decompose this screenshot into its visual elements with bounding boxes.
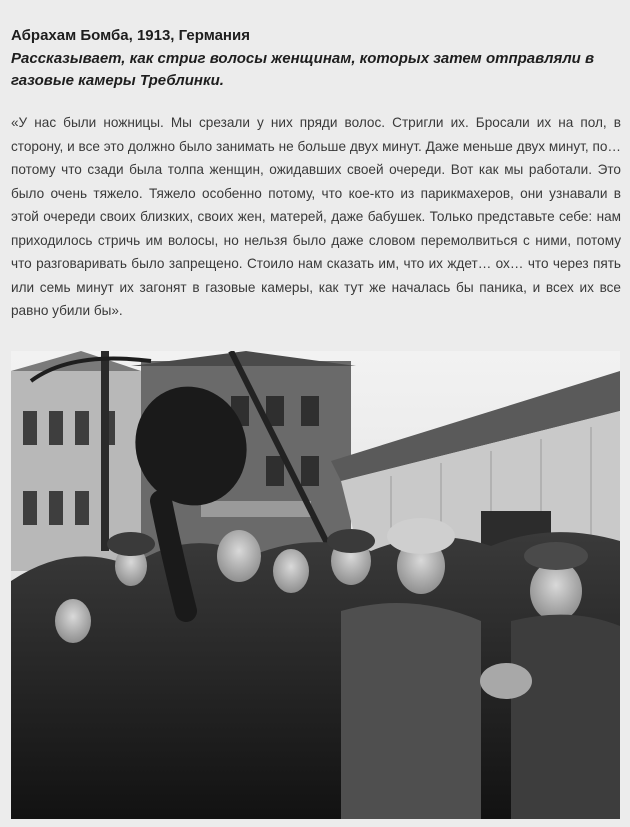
historical-photo <box>11 351 620 819</box>
photo-hands <box>480 663 532 699</box>
photo-coat-right <box>511 615 620 819</box>
photo-illustration <box>11 351 620 819</box>
photo-coat-center <box>341 603 481 819</box>
article-quote: «У нас были ножницы. Мы срезали у них пряди волос. Стригли их. Бросали их на пол, в сторону, и все это должно было занимать не больше двух минут. Даже меньше двух минут, по… потому что сзади была толпа женщин, ожидавших своей очереди. Вот как мы работали. Это было очень тяжело. Тяжело особенно потому, что кое-кто из парикмахеров, они узнавали в этой очереди своих близких, своих жен, матерей, даже бабушек. Только представьте себе: нам приходилось стричь им волосы, но нельзя было даже словом перемолвиться с ними, потому что разговаривать было запрещено. Стоило нам сказать им, что их ждет… ох… что через пять или семь минут их загонят в газовые камеры, как тут же началась бы паника, и всех их все равно убили бы». <box>11 115 621 318</box>
article-subtitle: Рассказывает, как стриг волосы женщинам, которых затем отправляли в газовые камеры Треблинки. <box>11 50 595 89</box>
article-title: Абрахам Бомба, 1913, Германия <box>11 27 250 44</box>
